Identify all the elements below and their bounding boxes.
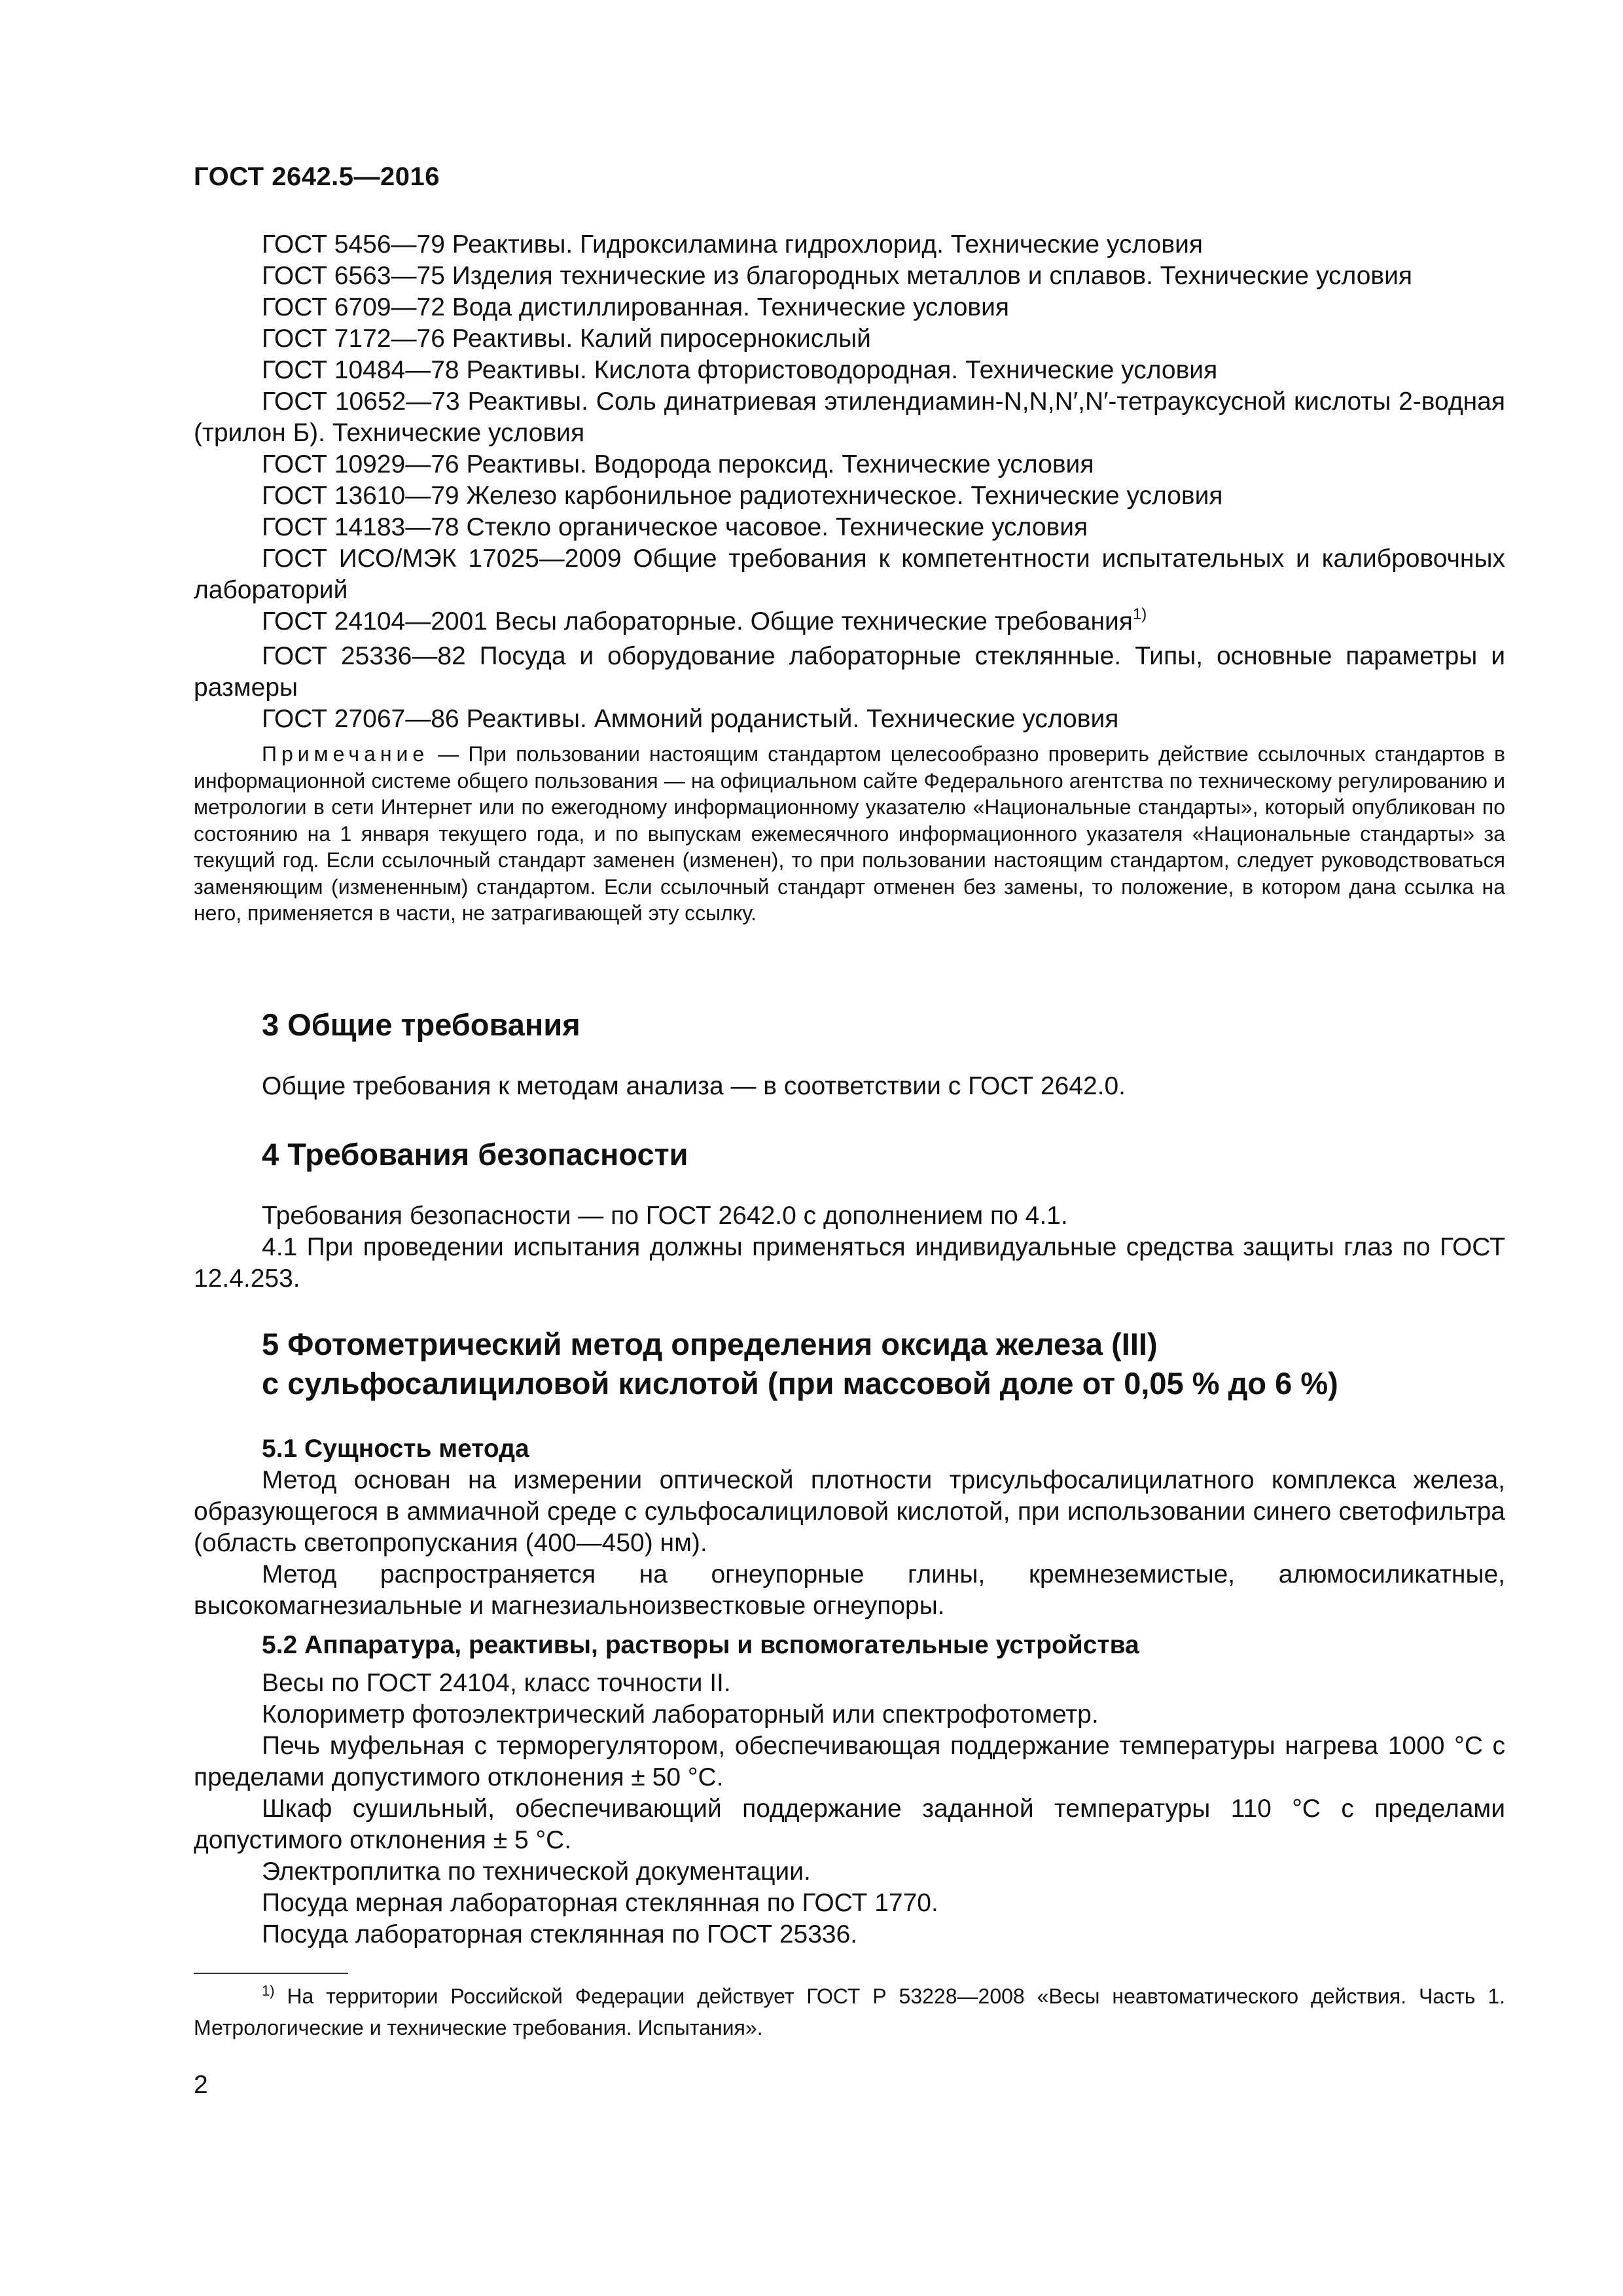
subsection-5-1-heading: 5.1 Сущность метода [262, 1435, 529, 1463]
equipment-item: Весы по ГОСТ 24104, класс точности II. [262, 1669, 731, 1697]
reference-item: ГОСТ ИСО/МЭК 17025—2009 Общие требования к компетентности испытательных и калибровочных лабораторий [194, 545, 1505, 604]
reference-item: ГОСТ 10652—73 Реактивы. Соль динатриевая этилендиамин-N,N,N′,N′-тетрауксусной кислоты 2-водная (трилон Б). Технические условия [194, 387, 1505, 447]
note-text: — При пользовании настоящим стандартом целесообразно проверить действие ссылочных стандартов в информационной системе общего пользования — на официальном сайте Федерального агентства по техническому регулированию и метрологии в сети Интернет или по ежегодному информационному указателю «Национальные стандарты», который опубликован по состоянию на 1 января текущего года, и по выпускам ежемесячного информационного указателя «Национальные стандарты» за текущий год. Если ссылочный стандарт заменен (изменен), то при пользовании настоящим стандартом, следует руководствоваться заменяющим (измененным) стандартом. Если ссылочный стандарт отменен без замены, то положение, в котором дана ссылка на него, применяется в части, не затрагивающей эту ссылку. [194, 742, 1505, 925]
footnote-mark: 1) [1132, 605, 1147, 623]
section-4-paragraph: 4.1 При проведении испытания должны применяться индивидуальные средства защиты глаз по ГОСТ 12.4.253. [194, 1233, 1505, 1293]
reference-item: ГОСТ 25336—82 Посуда и оборудование лабораторные стеклянные. Типы, основные параметры и размеры [194, 642, 1505, 702]
reference-item: ГОСТ 5456—79 Реактивы. Гидроксиламина гидрохлорид. Технические условия [262, 230, 1203, 259]
page-number: 2 [194, 2071, 208, 2099]
subsection-5-1-paragraph: Метод основан на измерении оптической плотности трисульфосалицилатного комплекса железа, образующегося в аммиачной среде с сульфосалициловой кислотой, при использовании синего светофильтра (область светопропускания (400—450) нм). [194, 1466, 1505, 1557]
reference-item: ГОСТ 27067—86 Реактивы. Аммоний роданистый. Технические условия [262, 705, 1119, 733]
section-5-heading [262, 1325, 1338, 1403]
section-3-heading: 3 Общие требования [262, 1007, 580, 1042]
equipment-list [194, 1668, 1505, 1950]
note-label: Примечание [262, 742, 429, 766]
equipment-item: Печь муфельная с терморегулятором, обеспечивающая поддержание температуры нагрева 1000 °С с пределами допустимого отклонения ± 50 °С. [194, 1732, 1505, 1791]
equipment-item: Посуда мерная лабораторная стеклянная по ГОСТ 1770. [262, 1889, 938, 1917]
reference-item: ГОСТ 13610—79 Железо карбонильное радиотехническое. Технические условия [262, 482, 1223, 510]
equipment-item: Посуда лабораторная стеклянная по ГОСТ 25336. [262, 1920, 858, 1948]
footnote-divider [194, 1973, 348, 1974]
reference-item: ГОСТ 10929—76 Реактивы. Водорода пероксид. Технические условия [262, 450, 1094, 478]
section-4-paragraph: Требования безопасности — по ГОСТ 2642.0 с дополнением по 4.1. [262, 1202, 1068, 1230]
reference-item: ГОСТ 7172—76 Реактивы. Калий пиросернокислый [262, 325, 871, 353]
reference-item: ГОСТ 10484—78 Реактивы. Кислота фтористоводородная. Технические условия [262, 356, 1218, 384]
equipment-item: Колориметр фотоэлектрический лабораторный или спектрофотометр. [262, 1700, 1099, 1729]
reference-item: ГОСТ 6709—72 Вода дистиллированная. Технические условия [262, 293, 1010, 321]
equipment-item: Шкаф сушильный, обеспечивающий поддержание заданной температуры 110 °С с пределами допустимого отклонения ± 5 °С. [194, 1795, 1505, 1854]
reference-item: ГОСТ 6563—75 Изделия технические из благородных металлов и сплавов. Технические условия [262, 262, 1413, 290]
section-4-body [194, 1200, 1505, 1295]
subsection-5-1-paragraph: Метод распространяется на огнеупорные глины, кремнеземистые, алюмосиликатные, высокомагнезиальные и магнезиальноизвестковые огнеупоры. [194, 1560, 1505, 1620]
section-3-text: Общие требования к методам анализа — в соответствии с ГОСТ 2642.0. [262, 1072, 1126, 1100]
section-5-heading-line2: с сульфосалициловой кислотой (при массовой доле от 0,05 % до 6 %) [262, 1366, 1338, 1401]
normative-references-list [194, 229, 1505, 735]
section-4-heading: 4 Требования безопасности [262, 1137, 688, 1172]
footnote [194, 1982, 1505, 2042]
document-header-code: ГОСТ 2642.5—2016 [194, 162, 440, 191]
reference-item-with-footnote [194, 606, 1505, 641]
reference-item-text: ГОСТ 24104—2001 Весы лабораторные. Общие технические требования [262, 607, 1133, 636]
subsection-5-2-heading: 5.2 Аппаратура, реактивы, растворы и вспомогательные устройства [262, 1631, 1139, 1659]
footnote-text: На территории Российской Федерации действует ГОСТ Р 53228—2008 «Весы неавтоматического действия. Часть 1. Метрологические и технические требования. Испытания». [194, 1984, 1505, 2039]
section-3-body [194, 1071, 1505, 1102]
note-paragraph [194, 741, 1505, 927]
footnote-mark: 1) [262, 1982, 275, 1999]
section-5-heading-line1: 5 Фотометрический метод определения оксида железа (III) [262, 1327, 1158, 1361]
section-5-body [194, 1433, 1505, 1950]
reference-item: ГОСТ 14183—78 Стекло органическое часовое. Технические условия [262, 513, 1088, 541]
equipment-item: Электроплитка по технической документации. [262, 1857, 811, 1886]
note-block [194, 741, 1505, 927]
